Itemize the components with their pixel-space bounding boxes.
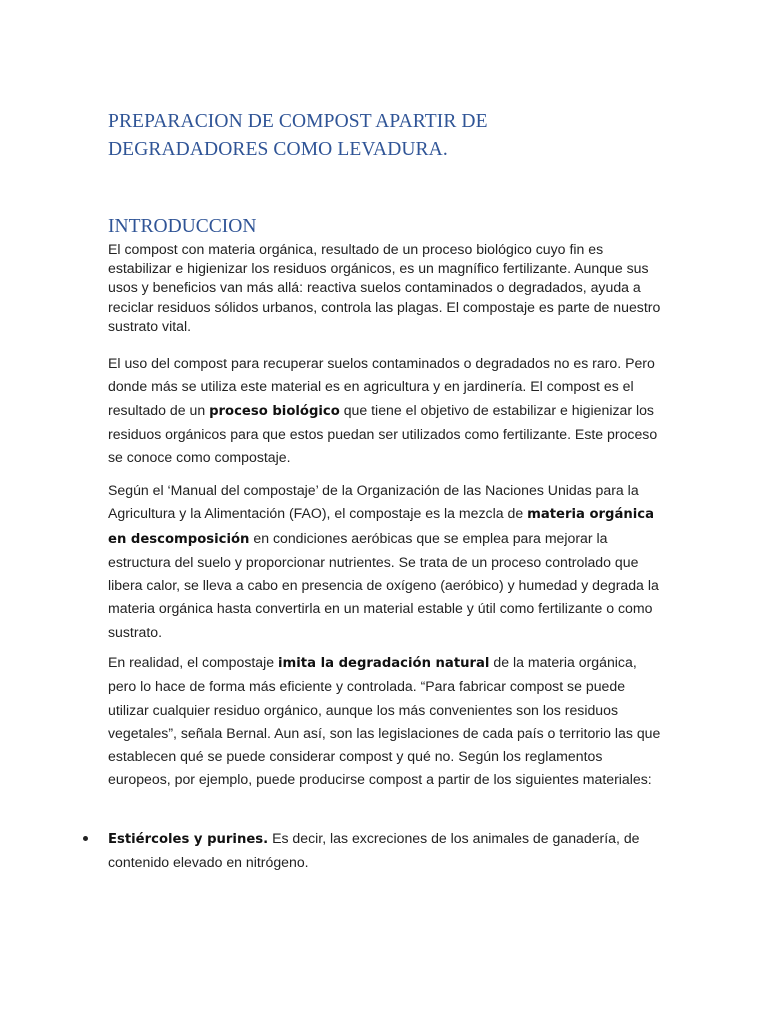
paragraph-4-text-before: En realidad, el compostaje bbox=[108, 654, 279, 670]
section-heading-introduccion: INTRODUCCION bbox=[108, 216, 257, 237]
paragraph-3 bbox=[108, 479, 666, 644]
paragraph-2-bold: proceso biológico bbox=[209, 403, 340, 419]
bullet-text bbox=[108, 827, 666, 875]
document-title bbox=[108, 108, 708, 164]
paragraph-2-text-after: que tiene el objetivo de estabilizar e higienizar los residuos orgánicos para que estos puedan ser utilizados como fertilizante. Este proceso se conoce como compostaje. bbox=[108, 401, 658, 466]
title-line-2: DEGRADADORES COMO LEVADURA. bbox=[108, 139, 448, 160]
title-line-1: PREPARACION DE COMPOST APARTIR DE bbox=[108, 111, 488, 132]
paragraph-1: El compost con materia orgánica, resultado de un proceso biológico cuyo fin es estabilizar e higienizar los residuos orgánicos, es un magnífico fertilizante. Aunque sus usos y beneficios van más allá: reactiva suelos contaminados o degradados, ayuda a reciclar residuos sólidos urbanos, controla las plagas. El compostaje es parte de nuestro sustrato vital. bbox=[108, 241, 661, 334]
paragraph-4-bold: imita la degradación natural bbox=[278, 656, 490, 671]
paragraph-2-text-before: El uso del compost para recuperar suelos contaminados o degradados no es raro. Pero donde más se utiliza este material es en agricultura y en jardinería. El compost es el resultado de un bbox=[108, 355, 655, 418]
paragraph-4 bbox=[108, 651, 666, 792]
paragraph-2 bbox=[108, 352, 666, 469]
bullet-icon bbox=[83, 836, 88, 841]
paragraph-3-text-after: en condiciones aeróbicas que se emplea para mejorar la estructura del suelo y proporcionar nutrientes. Se trata de un proceso controlado que libera calor, se lleva a cabo en presencia de oxígeno (aeróbico) y humedad y degrada la materia orgánica hasta convertirla en un material estable y útil como fertilizante o como sustrato. bbox=[108, 529, 659, 640]
bullet-bold: Estiércoles y purines. bbox=[108, 832, 269, 847]
paragraph-4-text-after: de la materia orgánica, pero lo hace de forma más eficiente y controlada. “Para fabricar compost se puede utilizar cualquier residuo orgánico, aunque los más convenientes son los residuos vegetales”, señala Bernal. Aun así, son las legislaciones de cada país o territorio las que establecen qué se puede considerar compost y qué no. Según los reglamentos europeos, por ejemplo, puede producirse compost a partir de los siguientes materiales: bbox=[108, 654, 661, 788]
bullet-body: Es decir, las excreciones de los animales de ganadería, de contenido elevado en nitrógeno. bbox=[108, 830, 640, 871]
paragraph-3-bold: materia orgánica en descomposición bbox=[108, 507, 655, 547]
paragraph-3-text-before: Según el ‘Manual del compostaje’ de la Organización de las Naciones Unidas para la Agricultura y la Alimentación (FAO), el compostaje es la mezcla de bbox=[108, 482, 639, 522]
